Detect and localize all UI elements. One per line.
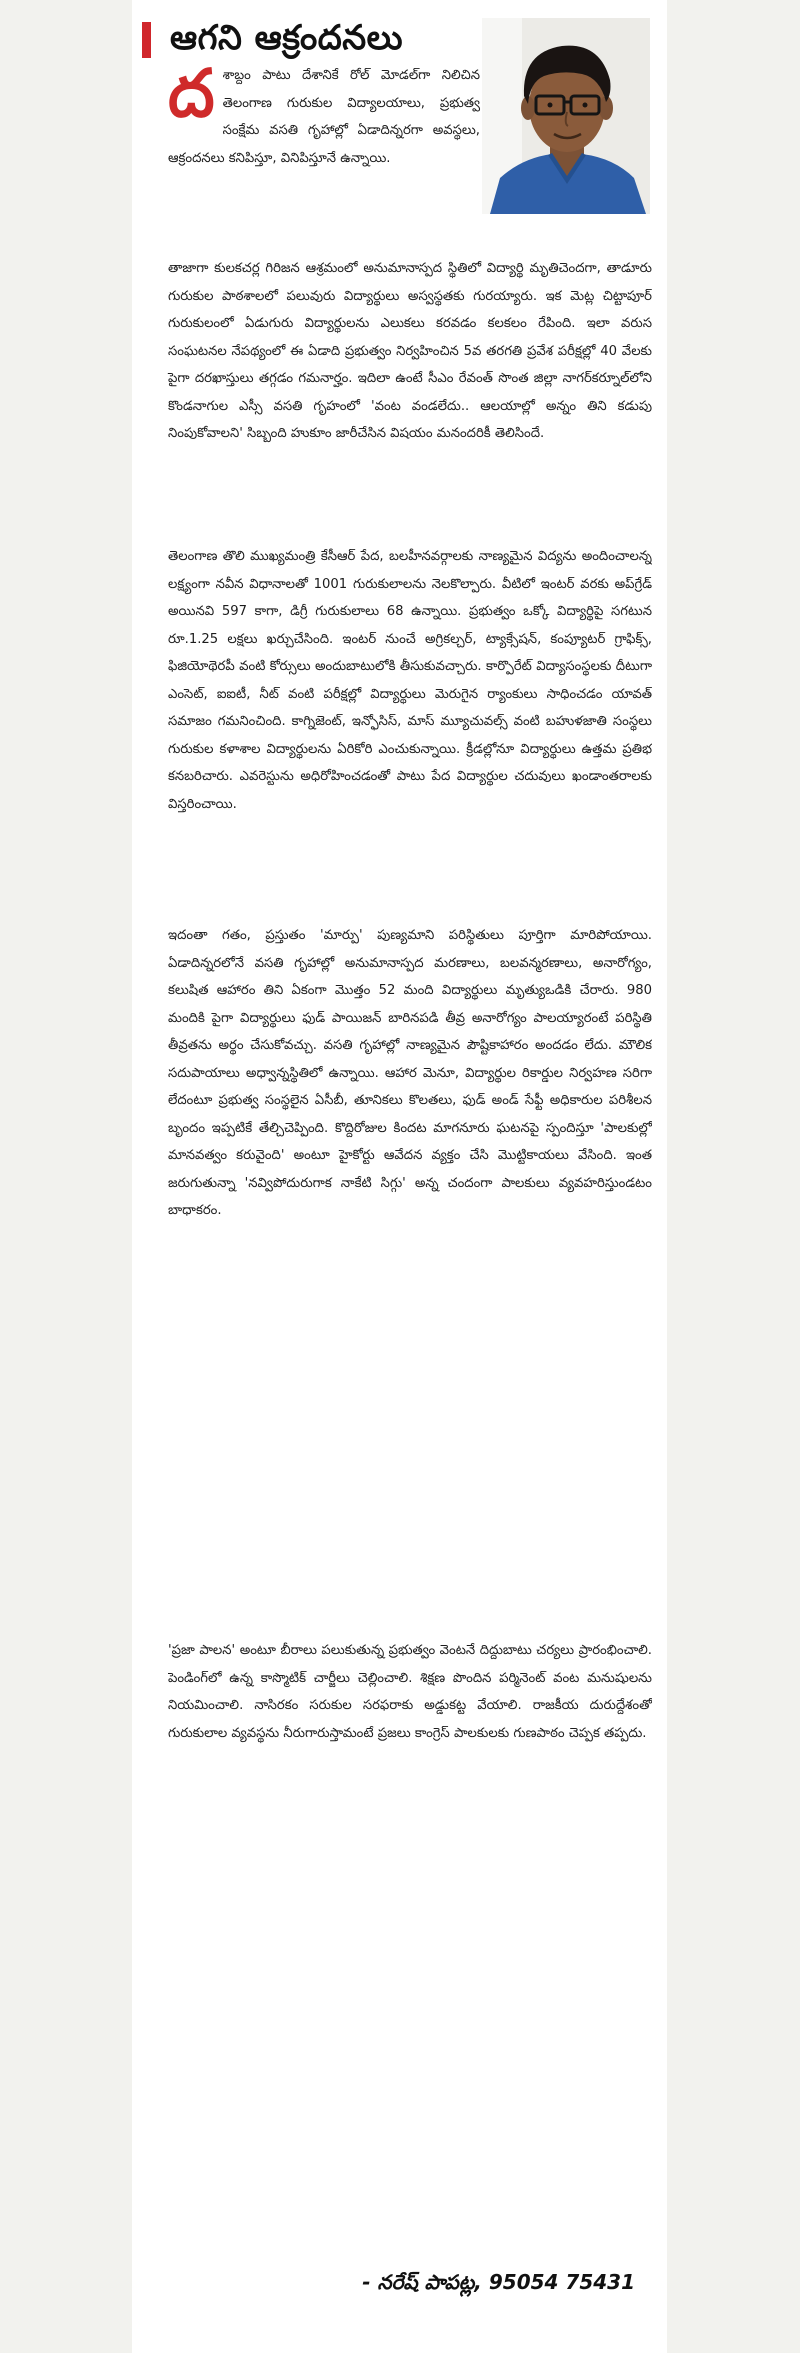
lead-paragraph: [168, 54, 480, 172]
lead-text: శాబ్దం పాటు దేశానికే రోల్ మోడల్‌గా నిలిచిన తెలంగాణ గురుకుల విద్యాలయాలు, ప్రభుత్వ సంక్షేమ వసతి గృహాల్లో ఏడాదిన్నరగా అవస్థలు, ఆక్రందనలు కనిపిస్తూ, వినిపిస్తూనే ఉన్నాయి.: [168, 68, 480, 166]
author-photo: [482, 18, 650, 214]
paragraph-4: 'ప్రజా పాలన' అంటూ బీరాలు పలుకుతున్న ప్రభుత్వం వెంటనే దిద్దుబాటు చర్యలు ప్రారంభించాలి. పెండింగ్‌లో ఉన్న కాస్మొటిక్ చార్జీలు చెల్లించాలి. శిక్షణ పొందిన పర్మినెంట్ వంట మనుషులను నియమించాలి. నాసిరకం సరుకుల సరఫరాకు అడ్డుకట్ట వేయాలి. రాజకీయ దురుద్దేశంతో గురుకులాల వ్యవస్థను నీరుగారుస్తామంటే ప్రజలు కాంగ్రెస్ పాలకులకు గుణపాఠం చెప్పక తప్పదు.: [168, 1643, 652, 1741]
author-photo-image: [482, 18, 650, 214]
article-title: ఆగని ఆక్రందనలు: [170, 18, 404, 58]
newspaper-article: [132, 0, 667, 2353]
author-signature: - నరేష్ పాపట్ల, 95054 75431: [362, 2270, 635, 2294]
paragraph-3: ఇదంతా గతం, ప్రస్తుతం 'మార్పు' పుణ్యమాని పరిస్థితులు పూర్తిగా మారిపోయాయి. ఏడాదిన్నరలోనే వసతి గృహాల్లో అనుమానాస్పద మరణాలు, బలవన్మరణాలు, అనారోగ్యం, కలుషిత ఆహారం తిని ఏకంగా మొత్తం 52 మంది విద్యార్థులు మృత్యుఒడికి చేరారు. 980 మందికి పైగా విద్యార్థులు ఫుడ్ పాయిజన్ బారినపడి తీవ్ర అనారోగ్యం పాలయ్యారంటే పరిస్థితి తీవ్రతను అర్థం చేసుకోవచ్చు. వసతి గృహాల్లో నాణ్యమైన పౌష్టికాహారం అందడం లేదు. మౌలిక సదుపాయాలు అధ్వాన్నస్థితిలో ఉన్నాయి. ఆహార మెనూ, విద్యార్థుల రికార్డుల నిర్వహణ సరిగా లేదంటూ ప్రభుత్వ సంస్థలైన ఏసీబీ, తూనికలు కొలతలు, ఫుడ్ అండ్ సేఫ్టీ అధికారుల పరిశీలన బృందం ఇప్పటికే తేల్చిచెప్పింది. కొద్దిరోజుల కిందట మాగనూరు ఘటనపై స్పందిస్తూ 'పాలకుల్లో మానవత్వం కరువైంది' అంటూ హైకోర్టు ఆవేదన వ్యక్తం చేసి మొట్టికాయలు వేసింది. ఇంత జరుగుతున్నా 'నవ్విపోదురుగాక నాకేటి సిగ్గు' అన్న చందంగా పాలకులు వ్యవహరిస్తుండటం బాధాకరం.: [168, 928, 652, 1218]
drop-cap: ద: [168, 54, 215, 132]
paragraph-1-continued: తాజాగా కులకచర్ల గిరిజన ఆశ్రమంలో అనుమానాస్పద స్థితిలో విద్యార్థి మృతిచెందగా, తాడూరు గురుకుల పాఠశాలలో పలువురు విద్యార్థులు అస్వస్థతకు గురయ్యారు. ఇక మెట్ల చిట్టాపూర్ గురుకులంలో ఏడుగురు విద్యార్థులను ఎలుకలు కరవడం కలకలం రేపింది. ఇలా వరుస సంఘటనల నేపథ్యంలో ఈ ఏడాది ప్రభుత్వం నిర్వహించిన 5వ తరగతి ప్రవేశ పరీక్షల్లో 40 వేలకు పైగా దరఖాస్తులు తగ్గడం గమనార్హం. ఇదిలా ఉంటే సీఎం రేవంత్ సొంత జిల్లా నాగర్‌కర్నూల్‌లోని కొండనాగుల ఎస్సీ వసతి గృహంలో 'వంట వండలేదు.. ఆలయాల్లో అన్నం తిని కడుపు నింపుకోవాలని' సిబ్బంది హుకూం జారీచేసిన విషయం మనందరికీ తెలిసిందే.: [168, 261, 652, 441]
paragraph-2: తెలంగాణ తొలి ముఖ్యమంత్రి కేసీఆర్ పేద, బలహీనవర్గాలకు నాణ్యమైన విద్యను అందించాలన్న లక్ష్యంగా నవీన విధానాలతో 1001 గురుకులాలను నెలకొల్పారు. వీటిలో ఇంటర్ వరకు అప్‌గ్రేడ్ అయినవి 597 కాగా, డిగ్రీ గురుకులాలు 68 ఉన్నాయి. ప్రభుత్వం ఒక్కో విద్యార్థిపై సగటున రూ.1.25 లక్షలు ఖర్చుచేసింది. ఇంటర్ నుంచే అగ్రికల్చర్, ట్యాక్సేషన్, కంప్యూటర్ గ్రాఫిక్స్, ఫిజియోథెరపీ వంటి కోర్సులు అందుబాటులోకి తీసుకువచ్చారు. కార్పొరేట్ విద్యాసంస్థలకు దీటుగా ఎంసెట్, ఐఐటీ, నీట్ వంటి పరీక్షల్లో విద్యార్థులు మెరుగైన ర్యాంకులు సాధించడం యావత్ సమాజం గమనించింది. కాగ్నిజెంట్, ఇన్ఫోసిస్, మాస్ మ్యూచువల్స్ వంటి బహుళజాతి సంస్థలు గురుకుల కళాశాల విద్యార్థులను ఏరికోరి ఎంచుకున్నాయి. క్రీడల్లోనూ విద్యార్థులు ఉత్తమ ప్రతిభ కనబరిచారు. ఎవరెస్టును అధిరోహించడంతో పాటు పేద విద్యార్థుల చదువులు ఖండాంతరాలకు విస్తరించాయి.: [168, 549, 652, 812]
title-accent-bar: [142, 22, 151, 58]
